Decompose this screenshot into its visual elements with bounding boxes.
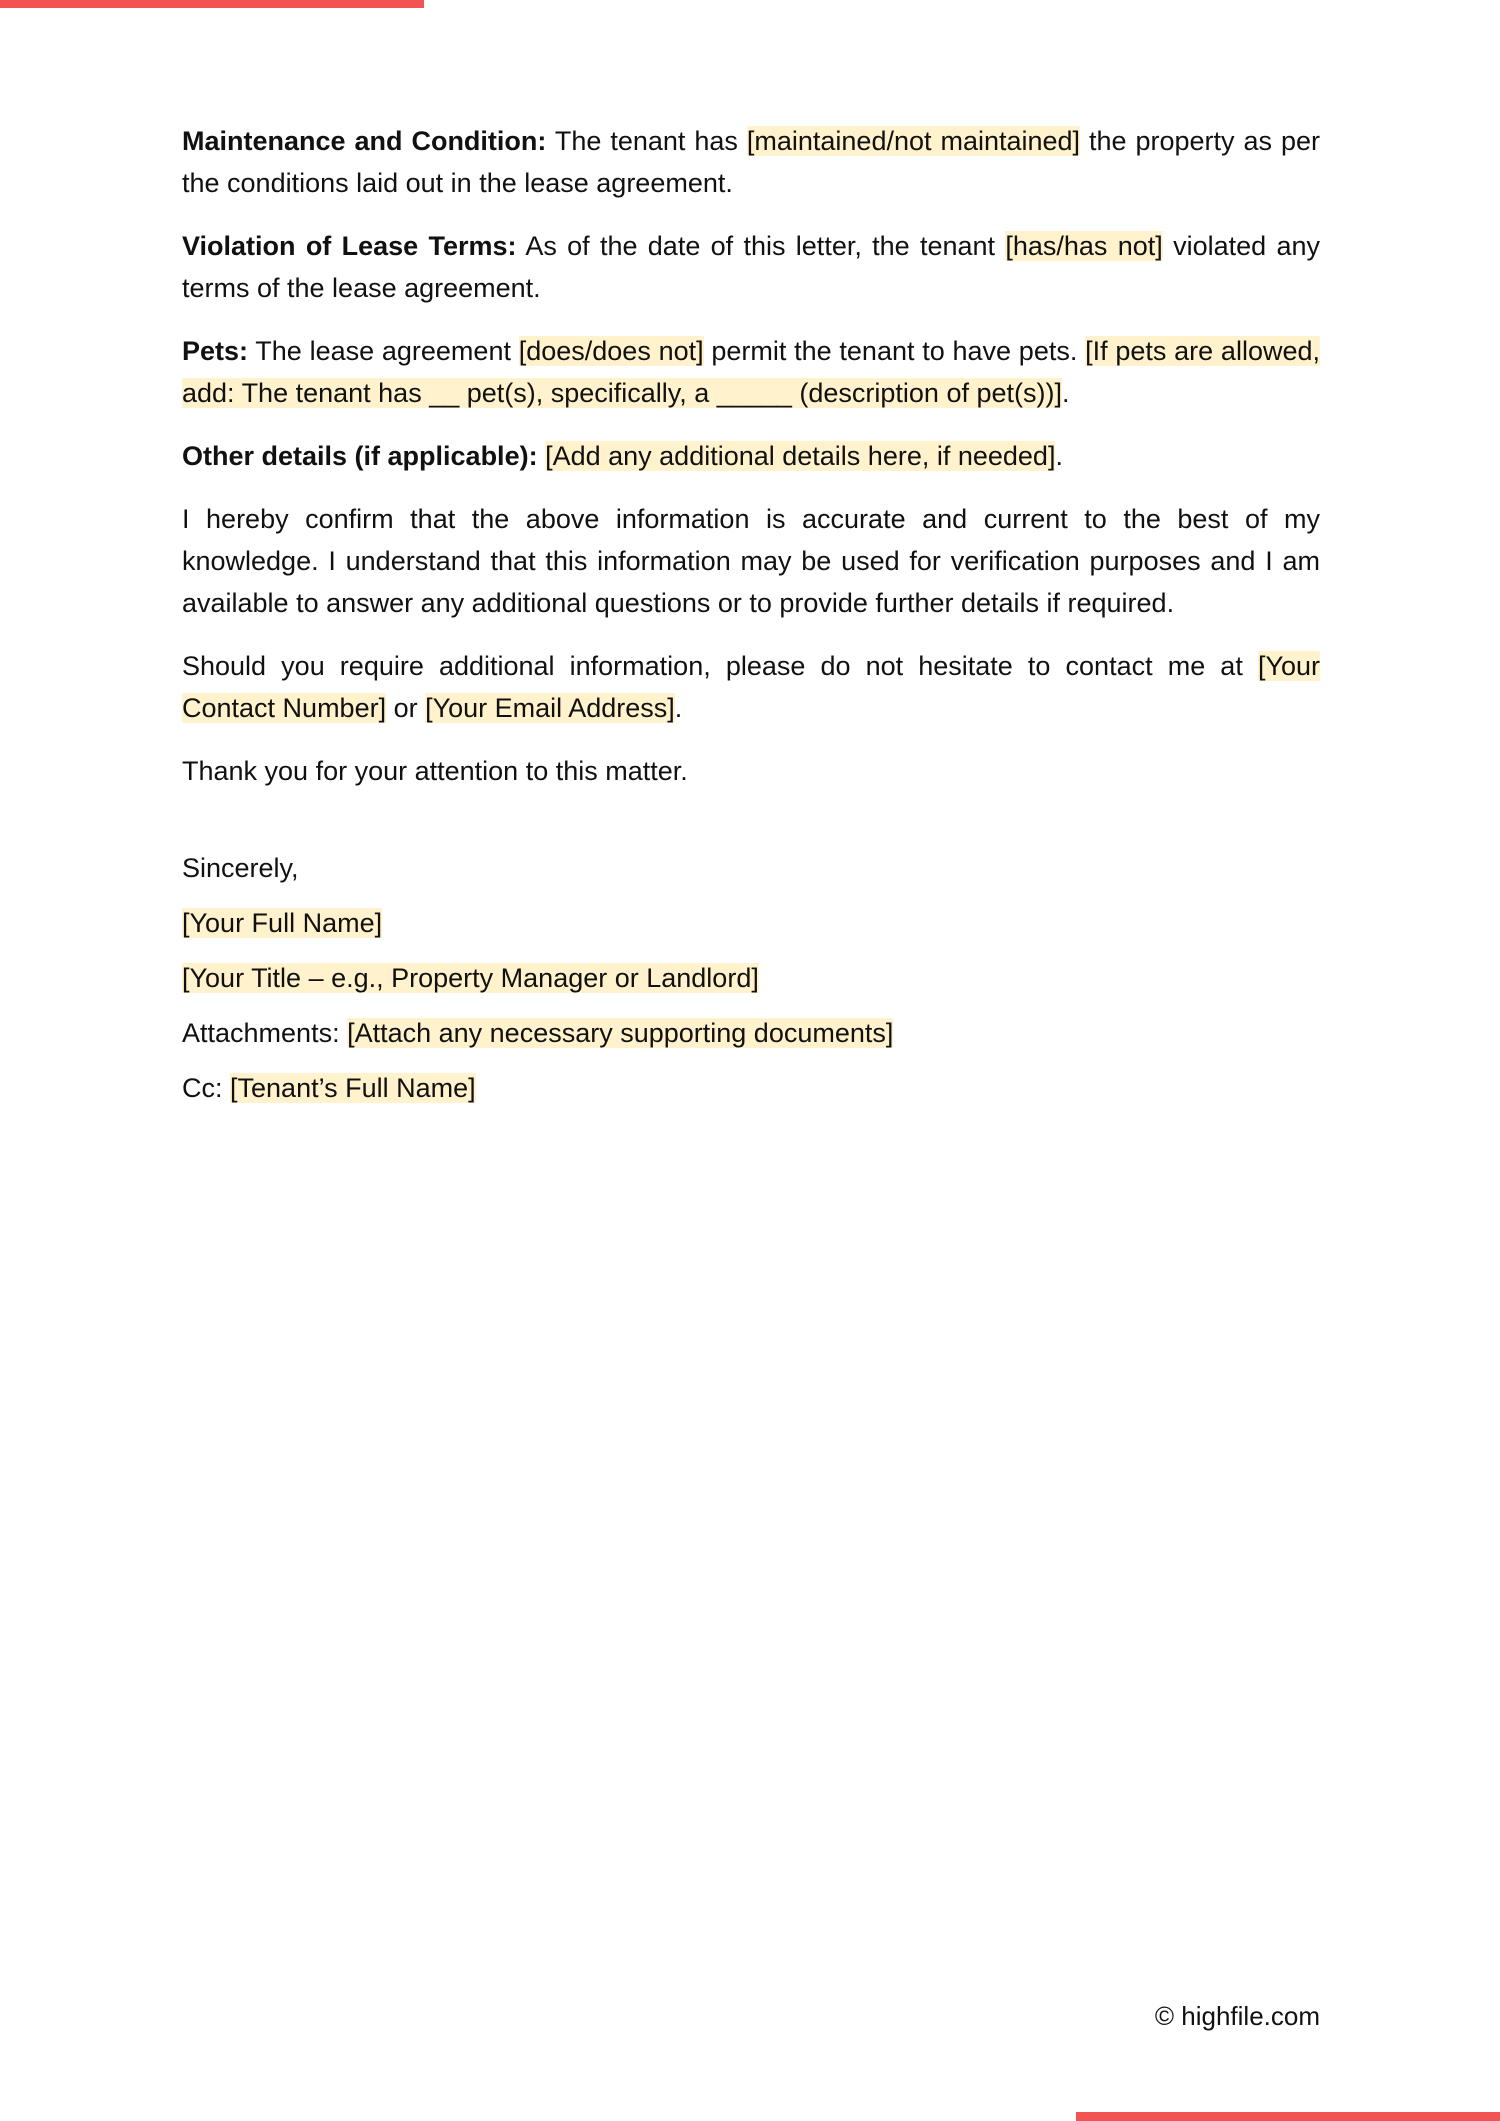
other-details-label: Other details (if applicable): <box>182 441 538 471</box>
footer-copyright: © highfile.com <box>1154 2001 1320 2031</box>
attachments-placeholder: [Attach any necessary supporting documents] <box>347 1018 894 1048</box>
maintenance-paragraph: Maintenance and Condition: The tenant has [maintained/not maintained] the property as per the conditions laid out in the lease agreement. <box>182 126 1320 198</box>
title-line <box>182 957 1320 999</box>
top-accent-bar <box>0 0 424 8</box>
other-details-paragraph: Other details (if applicable): [Add any additional details here, if needed]. <box>182 441 1063 471</box>
violation-paragraph: Violation of Lease Terms: As of the date of this letter, the tenant [has/has not] violated any terms of the lease agreement. <box>182 231 1320 303</box>
full-name-placeholder: [Your Full Name] <box>182 908 383 938</box>
title-placeholder: [Your Title – e.g., Property Manager or Landlord] <box>182 963 759 993</box>
pets-details-placeholder: [If pets are allowed, add: The tenant has __ pet(s), specifically, a _____ (description of pet(s))] <box>182 336 1320 408</box>
attachments-line: Attachments: [Attach any necessary supporting documents] <box>182 1018 894 1048</box>
signature-block <box>182 847 1320 1109</box>
letter-body <box>182 120 1320 1122</box>
thanks-paragraph: Thank you for your attention to this matter. <box>182 756 688 786</box>
contact-paragraph: Should you require additional information, please do not hesitate to contact me at [Your Contact Number] or [Your Email Address]. <box>182 651 1320 723</box>
pets-placeholder: [does/does not] <box>518 336 704 366</box>
name-line <box>182 902 1320 944</box>
violation-label: Violation of Lease Terms: <box>182 231 517 261</box>
contact-number-placeholder: [Your Contact Number] <box>182 651 1320 723</box>
maintenance-label: Maintenance and Condition: <box>182 126 547 156</box>
cc-line: Cc: [Tenant’s Full Name] <box>182 1073 476 1103</box>
bottom-accent-bar <box>1076 2112 1500 2121</box>
sincerely-line: Sincerely, <box>182 853 299 883</box>
other-details-placeholder: [Add any additional details here, if needed] <box>545 441 1056 471</box>
email-placeholder: [Your Email Address] <box>425 693 675 723</box>
pets-paragraph: Pets: The lease agreement [does/does not] permit the tenant to have pets. [If pets are allowed, add: The tenant has __ pet(s), specifically, a _____ (description of pet(s))]. <box>182 336 1320 408</box>
pets-label: Pets: <box>182 336 249 366</box>
maintenance-placeholder: [maintained/not maintained] <box>746 126 1081 156</box>
confirmation-paragraph: I hereby confirm that the above information is accurate and current to the best of my knowledge. I understand that this information may be used for verification purposes and I am available to answer any additional questions or to provide further details if required. <box>182 504 1320 618</box>
cc-placeholder: [Tenant’s Full Name] <box>230 1073 476 1103</box>
violation-placeholder: [has/has not] <box>1005 231 1163 261</box>
